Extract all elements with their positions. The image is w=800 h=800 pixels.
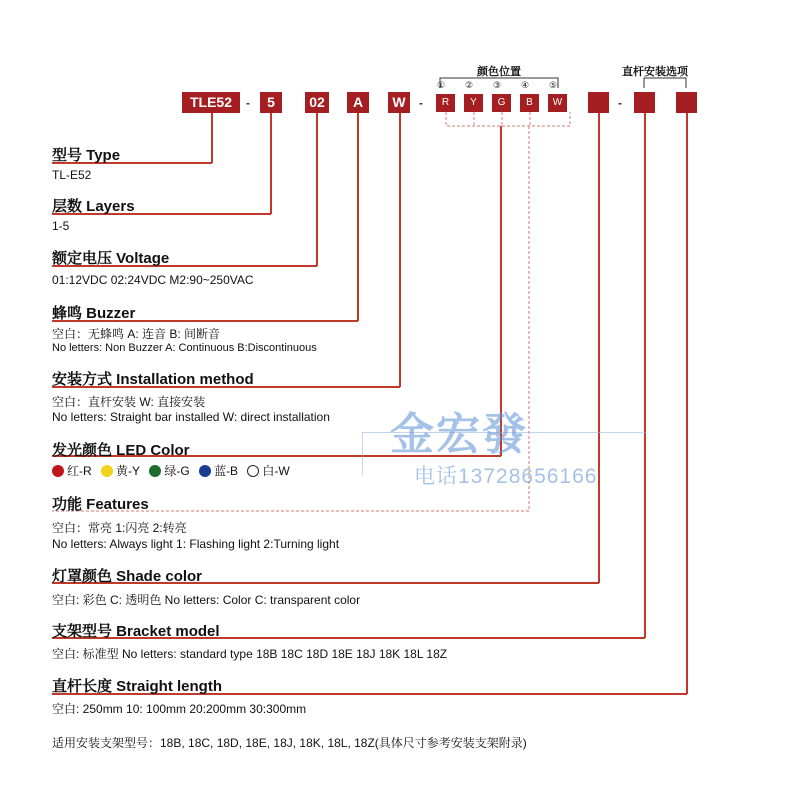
install-title: 安装方式 Installation method (52, 371, 254, 388)
led-yellow: 黄-Y (101, 464, 140, 478)
layers-value: 1-5 (52, 219, 70, 233)
buzzer-value-en: No letters: Non Buzzer A: Continuous B:Discontinuous (52, 342, 317, 354)
features-value-cn: 空白：常亮 1:闪亮 2:转亮 (52, 521, 187, 535)
led-white: 白-W (247, 464, 289, 478)
type-value: TL-E52 (52, 168, 92, 182)
bracket-title: 支架型号 Bracket model (52, 623, 220, 640)
separator: - (419, 96, 423, 110)
led-green: 绿-G (149, 464, 189, 478)
features-code-box (588, 92, 609, 113)
color-box-g: G (492, 94, 511, 112)
color-box-w: W (548, 94, 567, 112)
model-code-box: TLE52 (182, 92, 240, 113)
separator: - (618, 96, 622, 110)
color-box-r: R (436, 94, 455, 112)
green-dot-icon (149, 465, 161, 477)
white-dot-icon (247, 465, 259, 477)
color-box-y: Y (464, 94, 483, 112)
shade-title: 灯罩颜色 Shade color (52, 568, 203, 585)
features-title: 功能 Features (52, 496, 149, 513)
position-number: ② (465, 80, 474, 90)
led-colors (52, 462, 296, 479)
layers-title: 层数 Layers (52, 198, 135, 215)
color-box-b: B (520, 94, 539, 112)
straight-title: 直杆长度 Straight length (52, 678, 222, 695)
bracket-value: 空白: 标准型 No letters: standard type 18B 18C 18D 18E 18J 18K 18L 18Z (52, 647, 448, 661)
straight-code-box (676, 92, 697, 113)
connector-bracket (644, 113, 646, 638)
led-blue: 蓝-B (199, 464, 238, 478)
layers-code-box: 5 (260, 92, 282, 113)
color-positions-label: 颜色位置 (477, 66, 521, 78)
color-positions-bracket (430, 74, 580, 94)
type-title: 型号 Type (52, 147, 121, 164)
position-number: ④ (521, 80, 530, 90)
shade-value: 空白: 彩色 C: 透明色 No letters: Color C: transparent color (52, 593, 361, 607)
bracket-code-box (634, 92, 655, 113)
buzzer-title: 蜂鸣 Buzzer (52, 305, 136, 322)
red-dot-icon (52, 465, 64, 477)
buzzer-value-cn: 空白：无蜂鸣 A: 连音 B: 间断音 (52, 327, 221, 341)
led-title: 发光颜色 LED Color (52, 442, 190, 459)
connector-shade (598, 113, 600, 583)
straight-value: 空白: 250mm 10: 100mm 20:200mm 30:300mm (52, 702, 307, 716)
install-value-cn: 空白：直杆安装 W: 直接安装 (52, 395, 206, 409)
position-number: ③ (493, 80, 502, 90)
install-value-en: No letters: Straight bar installed W: direct installation (52, 410, 330, 424)
buzzer-code-box: A (347, 92, 369, 113)
watermark-logo: 金宏發 (390, 410, 528, 459)
straight-rod-bracket (630, 74, 710, 94)
watermark-phone: 电话13728656166 (414, 465, 598, 488)
voltage-code-box: 02 (305, 92, 329, 113)
install-code-box: W (388, 92, 410, 113)
footer-note: 适用安装支架型号：18B, 18C, 18D, 18E, 18J, 18K, 18L, 18Z(具体尺寸参考安装支架附录) (52, 736, 527, 750)
led-red: 红-R (52, 464, 92, 478)
voltage-value: 01:12VDC 02:24VDC M2:90~250VAC (52, 273, 254, 287)
yellow-dot-icon (101, 465, 113, 477)
position-number: ① (437, 80, 446, 90)
blue-dot-icon (199, 465, 211, 477)
position-number: ⑤ (549, 80, 558, 90)
straight-rod-label: 直杆安装选项 (622, 66, 688, 78)
voltage-title: 额定电压 Voltage (52, 250, 170, 267)
features-value-en: No letters: Always light 1: Flashing light 2:Turning light (52, 537, 340, 551)
separator: - (246, 96, 250, 110)
connector-straight (686, 113, 688, 694)
